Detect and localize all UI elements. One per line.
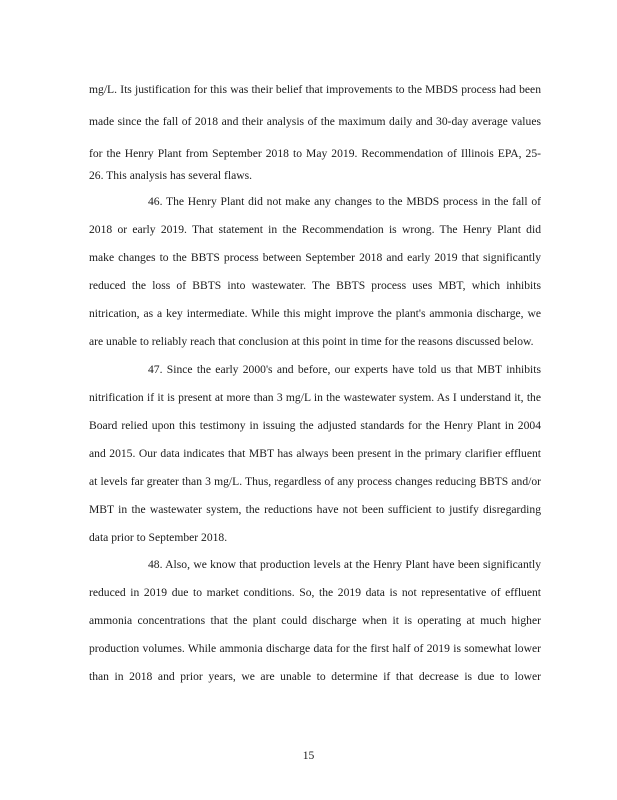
paragraph-46-first-line: 46. The Henry Plant did not make any changes to the MBDS process in the fall of — [148, 194, 541, 208]
text-line: and 2015. Our data indicates that MBT has always been present in the primary clarifier effluent — [89, 446, 541, 460]
text-line: at levels far greater than 3 mg/L. Thus, regardless of any process changes reducing BBTS and/or — [89, 474, 541, 488]
text-line: data prior to September 2018. — [89, 530, 228, 544]
text-line: reduced the loss of BBTS into wastewater. The BBTS process uses MBT, which inhibits — [89, 278, 541, 292]
text-line: mg/L. Its justification for this was their belief that improvements to the MBDS process had been — [89, 82, 541, 96]
text-line: than in 2018 and prior years, we are unable to determine if that decrease is due to lower — [89, 669, 541, 683]
text-line: nitrication, as a key intermediate. While this might improve the plant's ammonia discharge, we — [89, 306, 541, 320]
text-line: for the Henry Plant from September 2018 to May 2019. Recommendation of Illinois EPA, 25- — [89, 146, 541, 160]
paragraph-48-first-line: 48. Also, we know that production levels at the Henry Plant have been significantly — [148, 557, 541, 571]
text-line: production volumes. While ammonia discharge data for the first half of 2019 is somewhat lower — [89, 641, 541, 655]
text-line: Board relied upon this testimony in issuing the adjusted standards for the Henry Plant in 2004 — [89, 418, 541, 432]
text-line: nitrification if it is present at more than 3 mg/L in the wastewater system. As I understand it, the — [89, 390, 541, 404]
paragraph-47-first-line: 47. Since the early 2000's and before, our experts have told us that MBT inhibits — [148, 362, 541, 376]
text-line: made since the fall of 2018 and their analysis of the maximum daily and 30-day average values — [89, 114, 541, 128]
text-line: are unable to reliably reach that conclusion at this point in time for the reasons discussed below. — [89, 334, 534, 348]
page-number: 15 — [302, 749, 315, 762]
text-line: 26. This analysis has several flaws. — [89, 168, 253, 182]
text-line: make changes to the BBTS process between September 2018 and early 2019 that significantly — [89, 250, 541, 264]
text-line: 2018 or early 2019. That statement in the Recommendation is wrong. The Henry Plant did — [89, 222, 541, 236]
text-line: MBT in the wastewater system, the reductions have not been sufficient to justify disregarding — [89, 502, 541, 516]
text-line: ammonia concentrations that the plant could discharge when it is operating at much higher — [89, 613, 541, 627]
text-line: reduced in 2019 due to market conditions. So, the 2019 data is not representative of effluent — [89, 585, 541, 599]
